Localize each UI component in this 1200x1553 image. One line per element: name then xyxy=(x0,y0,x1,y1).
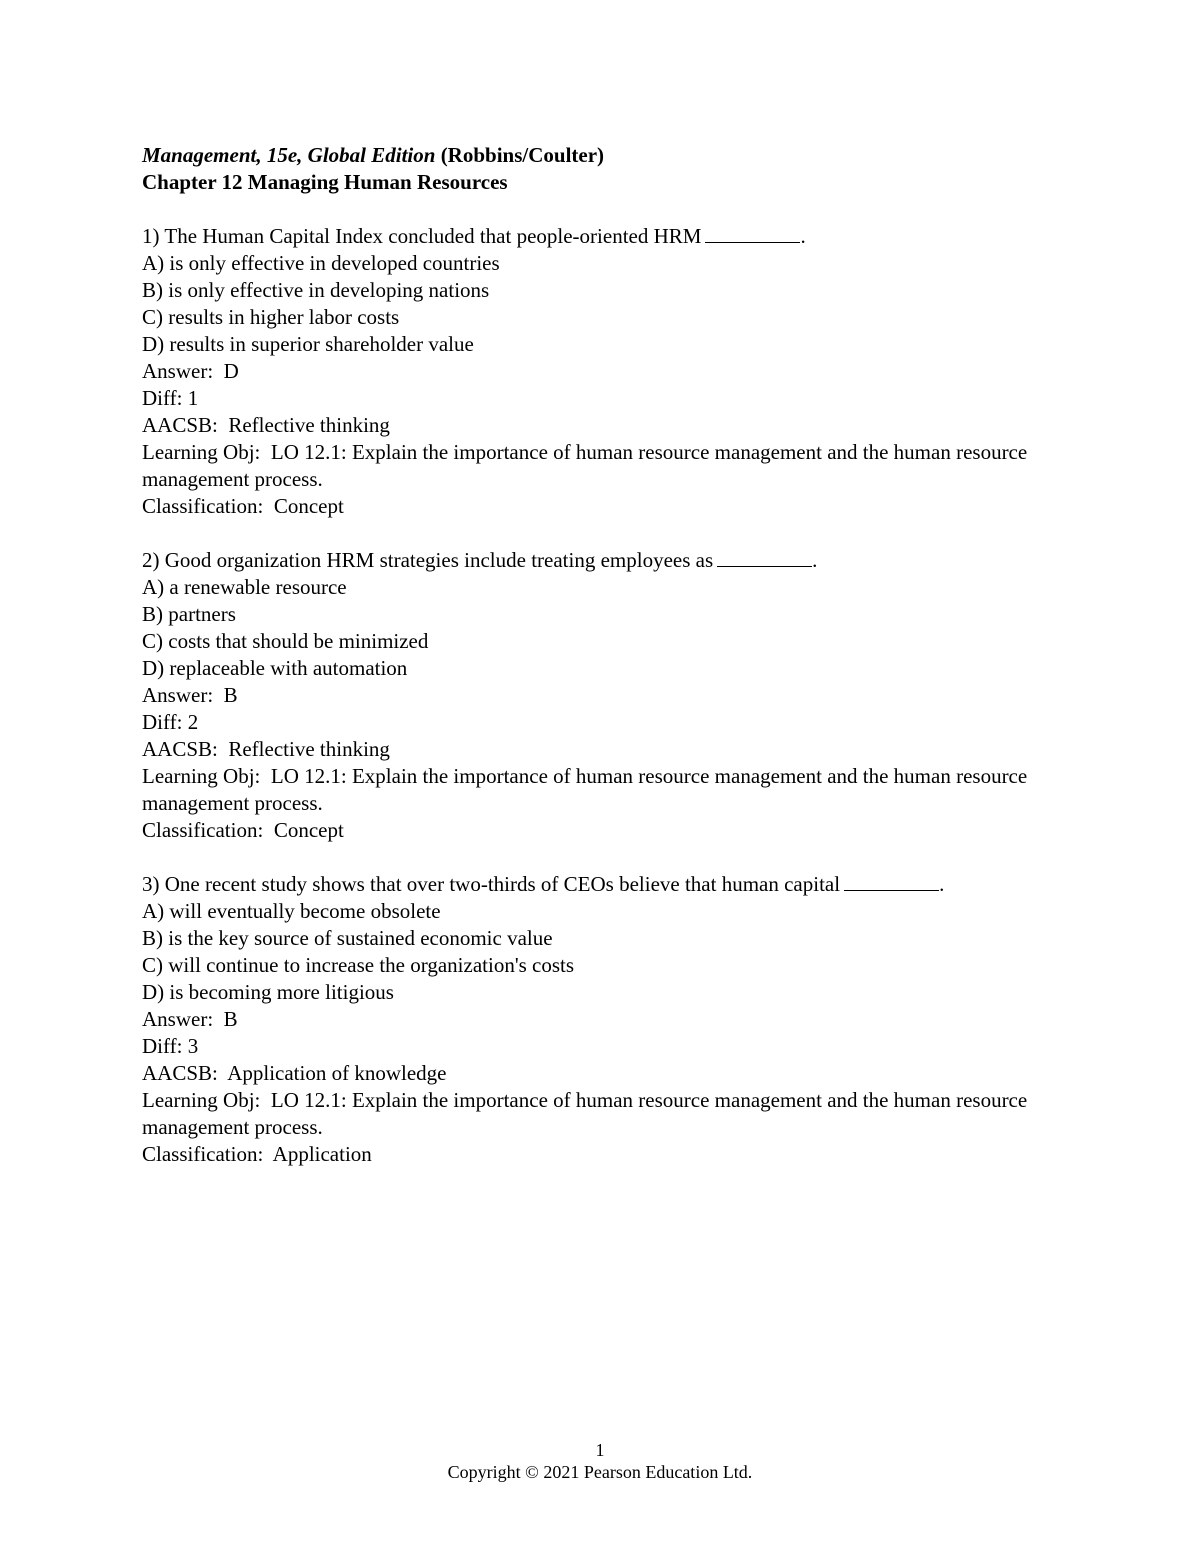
question-block-1 xyxy=(142,223,1082,520)
question-stem xyxy=(142,871,1082,898)
learning-objective: Learning Obj: LO 12.1: Explain the importance of human resource management and the human resource management process. xyxy=(142,764,1033,815)
option-c: C) costs that should be minimized xyxy=(142,629,429,653)
question-stem xyxy=(142,547,1082,574)
answer: Answer: B xyxy=(142,1007,238,1031)
option-c: C) will continue to increase the organization's costs xyxy=(142,953,575,977)
classification: Classification: Application xyxy=(142,1142,372,1166)
book-title: Management, 15e, Global Edition xyxy=(142,143,436,167)
difficulty: Diff: 3 xyxy=(142,1034,199,1058)
option-d: D) results in superior shareholder value xyxy=(142,332,474,356)
option-a: A) is only effective in developed countries xyxy=(142,251,500,275)
answer-blank xyxy=(705,223,800,243)
option-b: B) partners xyxy=(142,602,236,626)
difficulty: Diff: 1 xyxy=(142,386,199,410)
question-block-2 xyxy=(142,547,1082,844)
option-a: A) will eventually become obsolete xyxy=(142,899,441,923)
option-b: B) is the key source of sustained economic value xyxy=(142,926,553,950)
question-stem-end: . xyxy=(812,548,818,572)
question-stem-text: 1) The Human Capital Index concluded that people-oriented HRM xyxy=(142,224,702,248)
question-stem-text: 2) Good organization HRM strategies include treating employees as xyxy=(142,548,714,572)
option-c: C) results in higher labor costs xyxy=(142,305,400,329)
question-stem-text: 3) One recent study shows that over two-thirds of CEOs believe that human capital xyxy=(142,872,841,896)
question-stem-end: . xyxy=(800,224,806,248)
book-authors: (Robbins/Coulter) xyxy=(435,143,605,167)
question-stem-end: . xyxy=(939,872,945,896)
page-content xyxy=(142,142,1082,1168)
aacsb: AACSB: Application of knowledge xyxy=(142,1061,447,1085)
option-a: A) a renewable resource xyxy=(142,575,347,599)
book-title-line xyxy=(142,142,1082,169)
answer: Answer: D xyxy=(142,359,239,383)
option-d: D) replaceable with automation xyxy=(142,656,408,680)
answer: Answer: B xyxy=(142,683,238,707)
learning-objective: Learning Obj: LO 12.1: Explain the importance of human resource management and the human resource management process. xyxy=(142,440,1033,491)
aacsb: AACSB: Reflective thinking xyxy=(142,413,390,437)
difficulty: Diff: 2 xyxy=(142,710,199,734)
copyright-notice: Copyright © 2021 Pearson Education Ltd. xyxy=(447,1462,753,1482)
answer-blank xyxy=(844,871,939,891)
aacsb: AACSB: Reflective thinking xyxy=(142,737,390,761)
chapter-title: Chapter 12 Managing Human Resources xyxy=(142,170,508,194)
page-number: 1 xyxy=(595,1440,605,1460)
classification: Classification: Concept xyxy=(142,818,344,842)
answer-blank xyxy=(717,547,812,567)
question-block-3 xyxy=(142,871,1082,1168)
classification: Classification: Concept xyxy=(142,494,344,518)
option-b: B) is only effective in developing nations xyxy=(142,278,490,302)
option-d: D) is becoming more litigious xyxy=(142,980,394,1004)
learning-objective: Learning Obj: LO 12.1: Explain the importance of human resource management and the human resource management process. xyxy=(142,1088,1033,1139)
question-stem xyxy=(142,223,1082,250)
